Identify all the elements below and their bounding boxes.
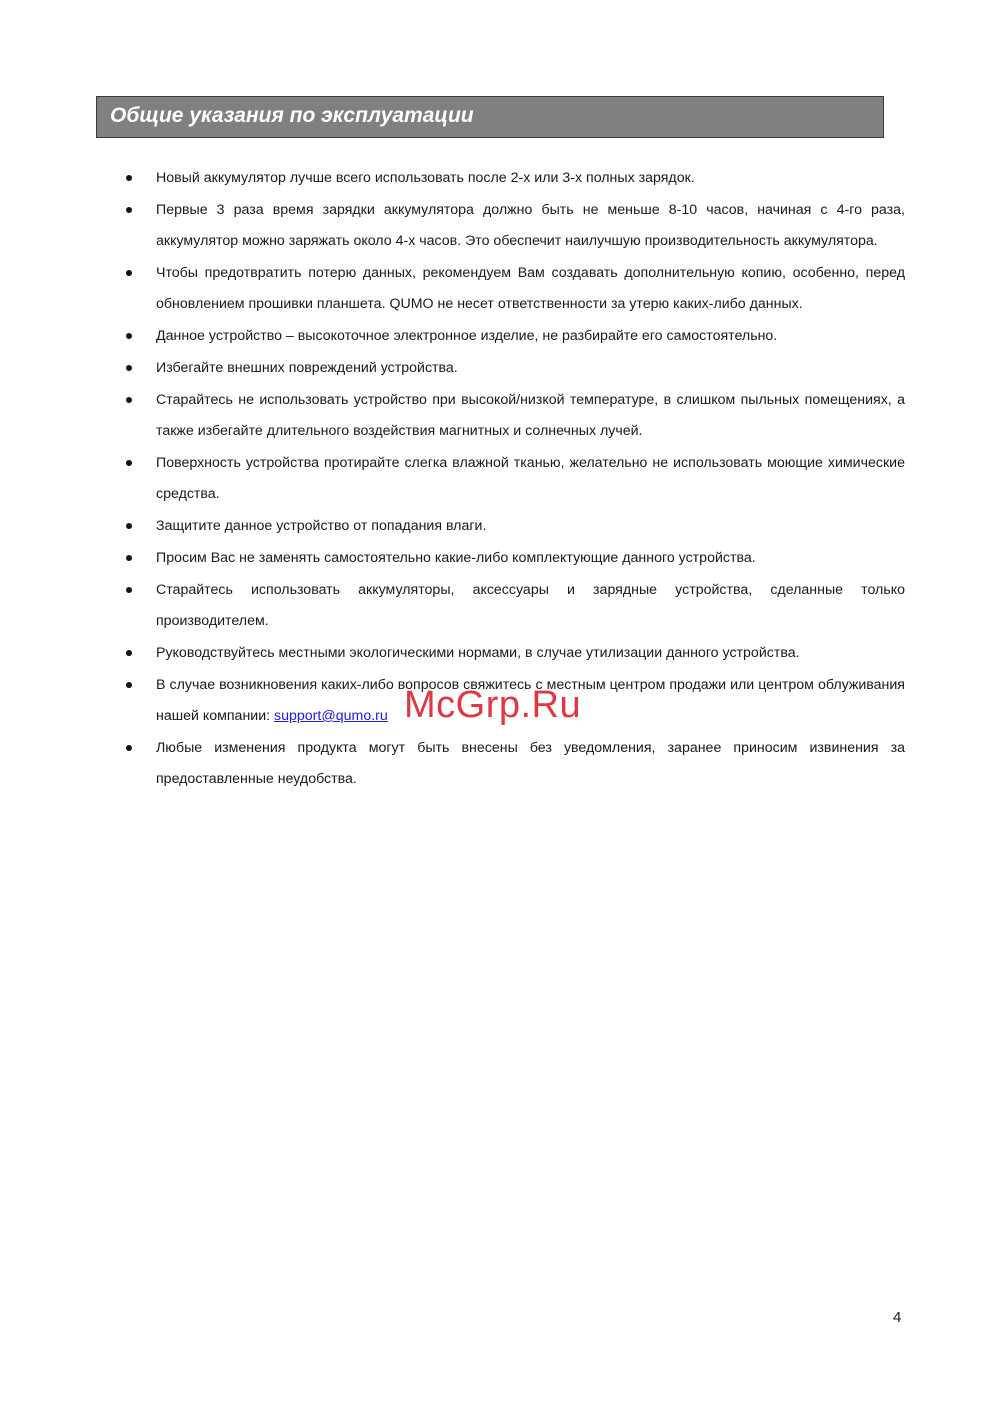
list-item-text: Первые 3 раза время зарядки аккумулятора должно быть не меньше 8-10 часов, начиная с 4-го раза, аккумулятор можно заряжать около 4-х часов. Это обеспечит наилучшую производительность аккумулятора. [156,202,905,249]
list-item-text: Чтобы предотвратить потерю данных, рекомендуем Вам создавать дополнительную копию, особенно, перед обновлением прошивки планшета. QUMO не несет ответственности за утерю каких-либо данных. [156,265,905,312]
list-item-text: Любые изменения продукта могут быть внесены без уведомления, заранее приносим извинения за предоставленные неудобства. [156,740,905,787]
list-item [120,733,905,795]
section-title: Общие указания по эксплуатации [110,104,474,127]
list-item [120,163,905,194]
list-item [120,258,905,320]
bullet-icon [126,745,132,751]
bullet-icon [126,555,132,561]
list-item [120,195,905,257]
list-item [120,448,905,510]
list-item-text: В случае возникновения каких-либо вопросов свяжитесь с местным центром продажи или центром облуживания нашей компании: [156,677,905,724]
list-item [120,543,905,574]
bullet-icon [126,397,132,403]
list-item-text: Данное устройство – высокоточное электронное изделие, не разбирайте его самостоятельно. [156,328,778,344]
bullet-icon [126,460,132,466]
watermark: McGrp.Ru [404,684,582,726]
list-item-text: Поверхность устройства протирайте слегка влажной тканью, желательно не использовать моющие химические средства. [156,455,905,502]
bullet-icon [126,365,132,371]
list-item-text: Руководствуйтесь местными экологическими нормами, в случае утилизации данного устройства. [156,645,800,661]
list-item [120,575,905,637]
bullet-icon [126,207,132,213]
bullet-icon [126,587,132,593]
bullet-icon [126,270,132,276]
bullet-icon [126,650,132,656]
list-item [120,353,905,384]
list-item-text: Защитите данное устройство от попадания влаги. [156,518,487,534]
list-item [120,321,905,352]
list-item-text: Просим Вас не заменять самостоятельно какие-либо комплектующие данного устройства. [156,550,756,566]
support-email-link[interactable]: support@qumo.ru [274,708,388,724]
list-item [120,638,905,669]
bullet-icon [126,523,132,529]
section-header [96,96,884,138]
list-item [120,511,905,542]
list-item-text: Избегайте внешних повреждений устройства. [156,360,458,376]
list-item [120,385,905,447]
page-number: 4 [893,1309,902,1326]
list-item-text: Старайтесь не использовать устройство при высокой/низкой температуре, в слишком пыльных помещениях, а также избегайте длительного воздействия магнитных и солнечных лучей. [156,392,905,439]
list-item-text: Старайтесь использовать аккумуляторы, аксессуары и зарядные устройства, сделанные только производителем. [156,582,905,629]
bullet-icon [126,333,132,339]
bullet-icon [126,175,132,181]
bullet-icon [126,682,132,688]
list-item-text: Новый аккумулятор лучше всего использовать после 2-х или 3-х полных зарядок. [156,170,695,186]
